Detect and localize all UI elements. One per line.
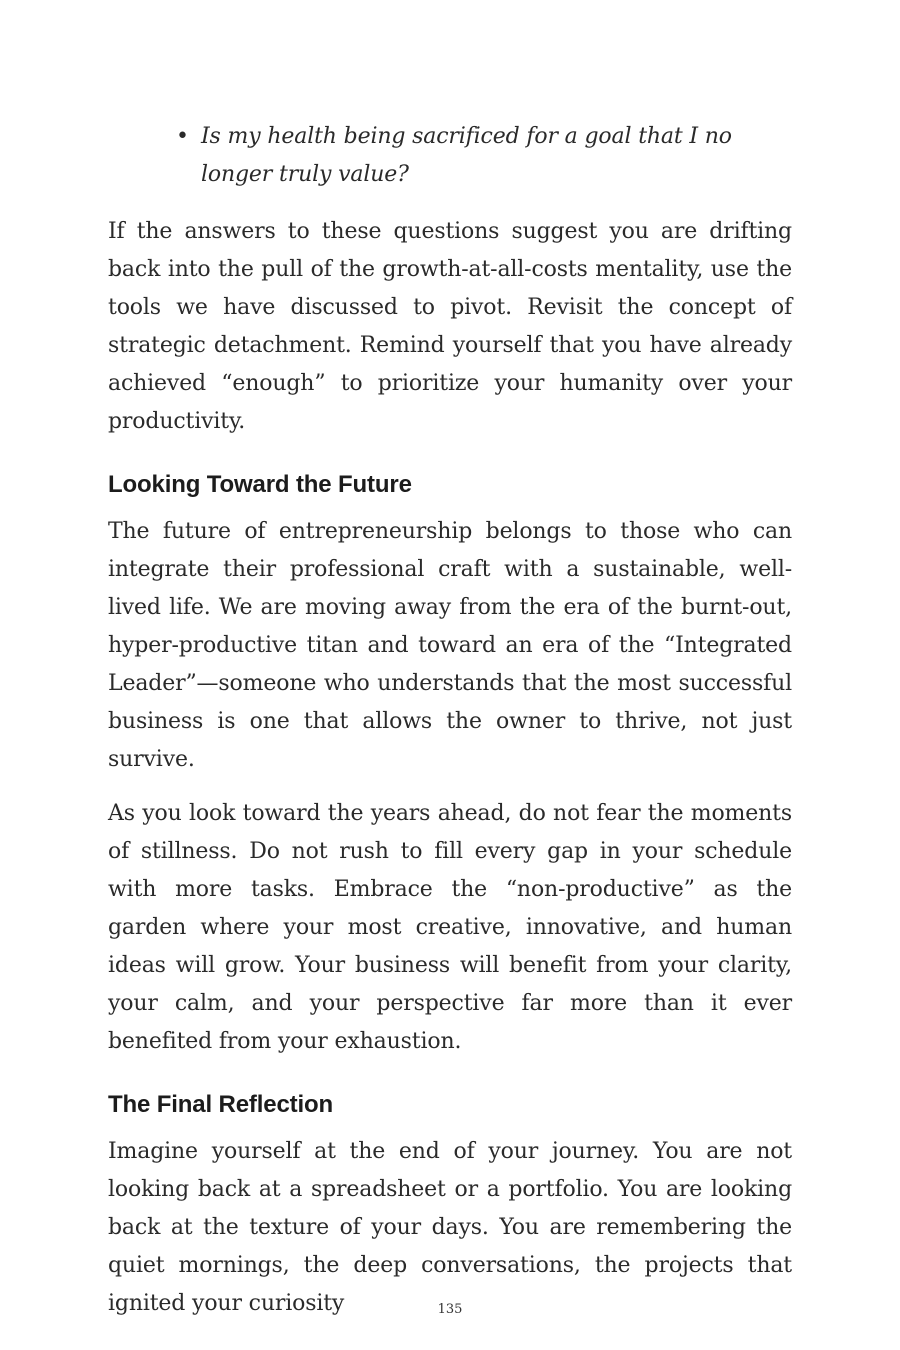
section-heading: Looking Toward the Future [108,471,412,498]
question-list [108,118,792,194]
section-heading: The Final Reflection [108,1091,334,1118]
body-paragraph: Imagine yourself at the end of your journey. You are not looking back at a spreadsheet or a portfolio. You are looking back at the texture of your days. You are remembering the quiet mornings, the deep conversations, the projects that ignited your curiosity [108,1139,792,1316]
list-item-text: Is my health being sacrificed for a goal that I no longer truly value? [201,124,732,187]
body-paragraph: If the answers to these questions suggest you are drifting back into the pull of the growth-at-all-costs mentality, use the tools we have discussed to pivot. Revisit the concept of strategic detachment. Remind yourself that you have already achieved “enough” to prioritize your humanity over your productivity. [108,219,792,434]
bullet-icon: • [176,124,189,149]
page-number: 135 [437,1302,463,1317]
book-page [108,118,792,1339]
body-paragraph: The future of entrepreneurship belongs to those who can integrate their professional craft with a sustainable, well-lived life. We are moving away from the era of the burnt-out, hyper-productive titan and toward an era of the “Integrated Leader”—someone who understands that the most successful business is one that allows the owner to thrive, not just survive. [108,519,792,772]
body-paragraph: As you look toward the years ahead, do not fear the moments of stillness. Do not rush to fill every gap in your schedule with more tasks. Embrace the “non-productive” as the garden where your most creative, innovative, and human ideas will grow. Your business will benefit from your clarity, your calm, and your perspective far more than it ever benefited from your exhaustion. [108,801,792,1054]
list-item [108,118,792,194]
